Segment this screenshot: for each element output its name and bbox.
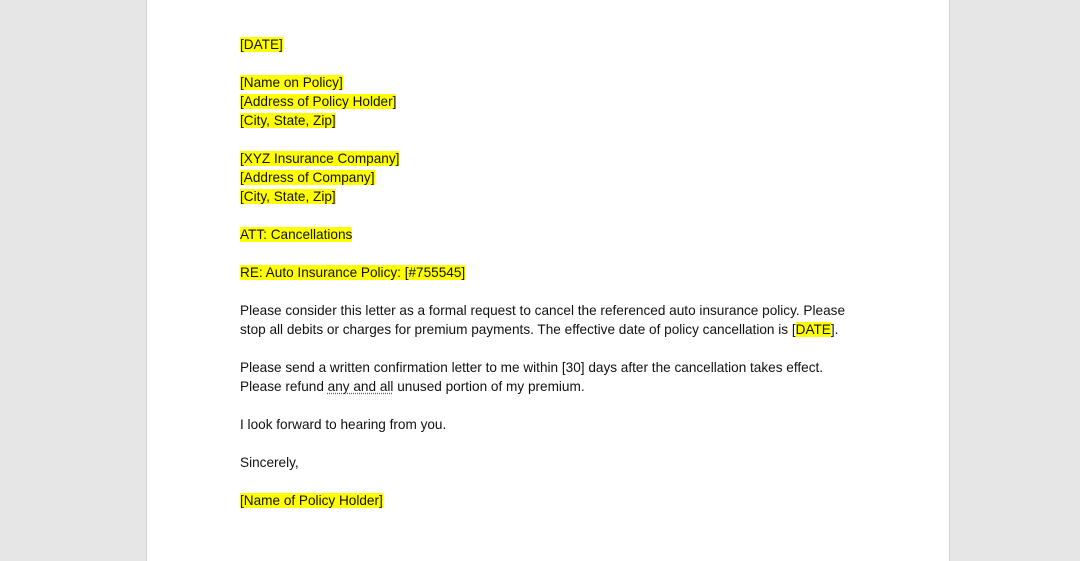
date-placeholder: [DATE] bbox=[240, 37, 283, 52]
grammar-flagged-phrase[interactable]: any and all bbox=[327, 379, 394, 394]
recipient-city-line bbox=[240, 187, 850, 206]
letter-body[interactable] bbox=[240, 35, 850, 510]
sign-off: Sincerely, bbox=[240, 455, 299, 470]
sender-name-line bbox=[240, 73, 850, 92]
spacer bbox=[240, 206, 850, 225]
document-page bbox=[146, 0, 950, 561]
sender-address-line bbox=[240, 92, 850, 111]
paragraph1-text: ]. bbox=[830, 322, 839, 337]
spacer bbox=[240, 244, 850, 263]
recipient-address-line bbox=[240, 168, 850, 187]
paragraph1-text: stop all debits or charges for premium payments. The effective date of policy cancellation is [ bbox=[240, 322, 796, 337]
paragraph2-line2 bbox=[240, 377, 850, 396]
recipient-company-line bbox=[240, 149, 850, 168]
closing-text: I look forward to hearing from you. bbox=[240, 417, 447, 432]
recipient-company: [XYZ Insurance Company] bbox=[240, 151, 400, 166]
signature-line bbox=[240, 491, 850, 510]
paragraph2-line1 bbox=[240, 358, 850, 377]
closing-line bbox=[240, 415, 850, 434]
spacer bbox=[240, 54, 850, 73]
paragraph1-line1 bbox=[240, 301, 850, 320]
recipient-address: [Address of Company] bbox=[240, 170, 375, 185]
sender-name: [Name on Policy] bbox=[240, 75, 343, 90]
cancellation-date-placeholder: DATE bbox=[795, 322, 831, 337]
sender-city-state-zip: [City, State, Zip] bbox=[240, 113, 336, 128]
paragraph2-text: Please send a written confirmation letter to me within [30] days after the cancellation takes effect. bbox=[240, 360, 824, 375]
spacer bbox=[240, 282, 850, 301]
date-line bbox=[240, 35, 850, 54]
sender-address: [Address of Policy Holder] bbox=[240, 94, 397, 109]
attention-line bbox=[240, 225, 850, 244]
spacer bbox=[240, 434, 850, 453]
paragraph2-text: unused portion of my premium. bbox=[393, 379, 585, 394]
recipient-city-state-zip: [City, State, Zip] bbox=[240, 189, 336, 204]
spacer bbox=[240, 130, 850, 149]
paragraph1-line2 bbox=[240, 320, 850, 339]
signature-placeholder: [Name of Policy Holder] bbox=[240, 493, 383, 508]
regarding: RE: Auto Insurance Policy: [#755545] bbox=[240, 265, 466, 280]
paragraph2-text: Please refund bbox=[240, 379, 328, 394]
sign-off-line bbox=[240, 453, 850, 472]
sender-city-line bbox=[240, 111, 850, 130]
attention: ATT: Cancellations bbox=[240, 227, 353, 242]
spacer bbox=[240, 396, 850, 415]
spacer bbox=[240, 339, 850, 358]
regarding-line bbox=[240, 263, 850, 282]
spacer bbox=[240, 472, 850, 491]
paragraph1-text: Please consider this letter as a formal request to cancel the referenced auto insurance policy. Please bbox=[240, 303, 846, 318]
